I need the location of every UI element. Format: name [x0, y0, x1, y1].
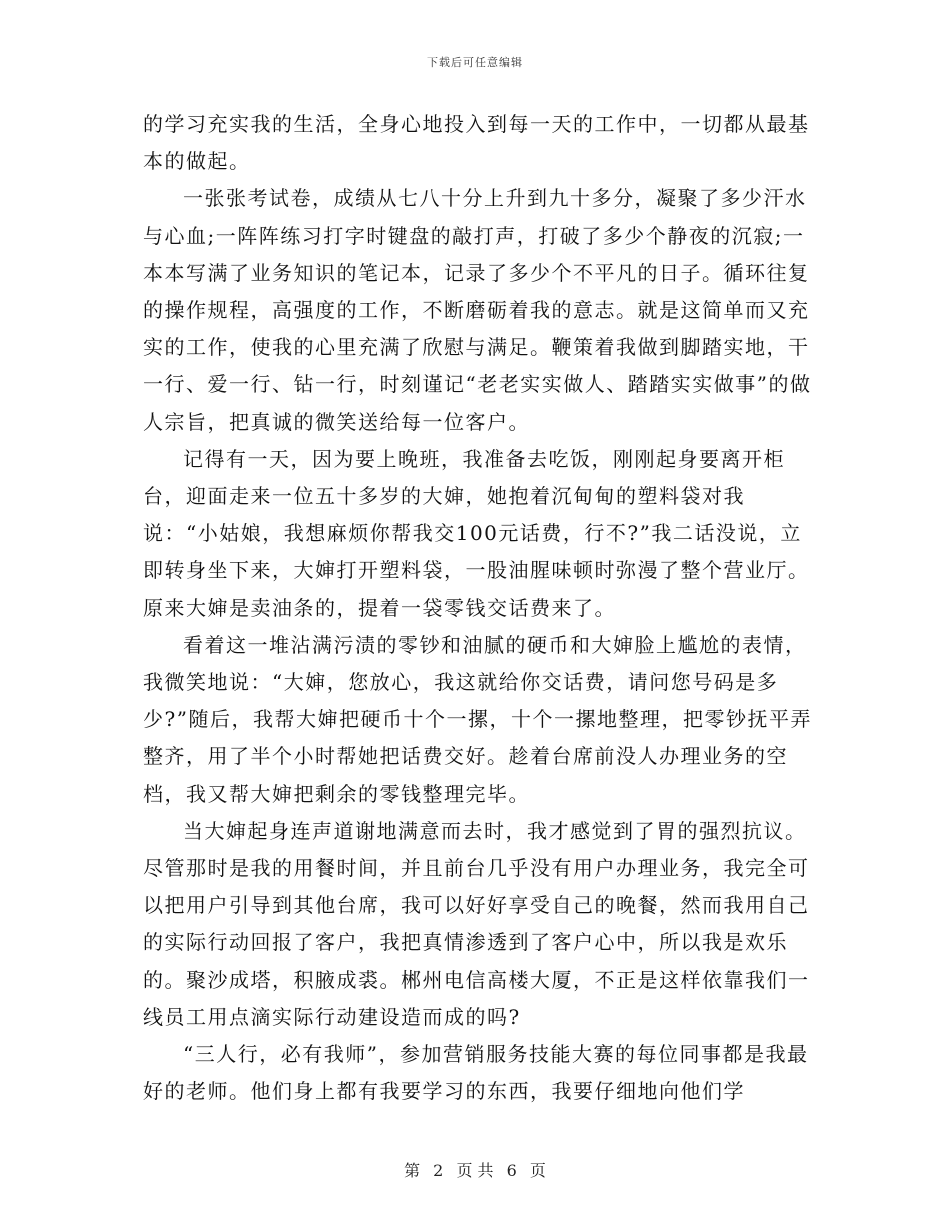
footer-mid: 页 共 — [456, 1161, 494, 1180]
document-body — [143, 106, 813, 1110]
paragraph-5: 当大婶起身连声道谢地满意而去时，我才感觉到了胃的强烈抗议。尽管那时是我的用餐时间，并且前台几乎没有用户办理业务，我完全可以把用户引导到其他台席，我可以好好享受自己的晚餐，然而我用自己的实际行动回报了客户，我把真情渗透到了客户心中，所以我是欢乐的。聚沙成塔，积腋成裘。郴州电信高楼大厦，不正是这样依靠我们一线员工用点滴实际行动建设造而成的吗? — [143, 818, 810, 1029]
page-header: 下载后可任意编辑 — [427, 56, 523, 69]
paragraph-1: 的学习充实我的生活，全身心地投入到每一天的工作中，一切都从最基本的做起。 — [143, 112, 810, 174]
paragraph-4: 看着这一堆沾满污渍的零钞和油腻的硬币和大婶脸上尴尬的表情，我微笑地说：“大婶，您放心，我这就给你交话费，请问您号码是多少?”随后，我帮大婶把硬币十个一摞，十个一摞地整理，把零钞抚平弄整齐，用了半个小时帮她把话费交好。趁着台席前没人办理业务的空档，我又帮大婶把剩余的零钱整理完毕。 — [143, 632, 812, 806]
footer-prefix: 第 — [404, 1161, 421, 1180]
paragraph-6: “三人行，必有我师”，参加营销服务技能大赛的每位同事都是我最好的老师。他们身上都有我要学习的东西，我要仔细地向他们学 — [143, 1042, 809, 1104]
page-footer — [0, 1158, 950, 1181]
paragraph-3: 记得有一天，因为要上晚班，我准备去吃饭，刚刚起身要离开柜台，迎面走来一位五十多岁的大婶，她抱着沉甸甸的塑料袋对我说：“小姑娘，我想麻烦你帮我交100元话费，行不?”我二话没说，立即转身坐下来，大婶打开塑料袋，一股油腥味顿时弥漫了整个营业厅。原来大婶是卖油条的，提着一袋零钱交话费来了。 — [143, 446, 810, 620]
footer-suffix: 页 — [529, 1161, 546, 1180]
footer-page-number: 2 — [433, 1161, 444, 1180]
footer-total-pages: 6 — [506, 1161, 517, 1180]
paragraph-2: 一张张考试卷，成绩从七八十分上升到九十多分，凝聚了多少汗水与心血;一阵阵练习打字时键盘的敲打声，打破了多少个静夜的沉寂;一本本写满了业务知识的笔记本，记录了多少个不平凡的日子。循环往复的操作规程，高强度的工作，不断磨砺着我的意志。就是这简单而又充实的工作，使我的心里充满了欣慰与满足。鞭策着我做到脚踏实地，干一行、爱一行、钻一行，时刻谨记“老老实实做人、踏踏实实做事”的做人宗旨，把真诚的微笑送给每一位客户。 — [143, 186, 812, 434]
